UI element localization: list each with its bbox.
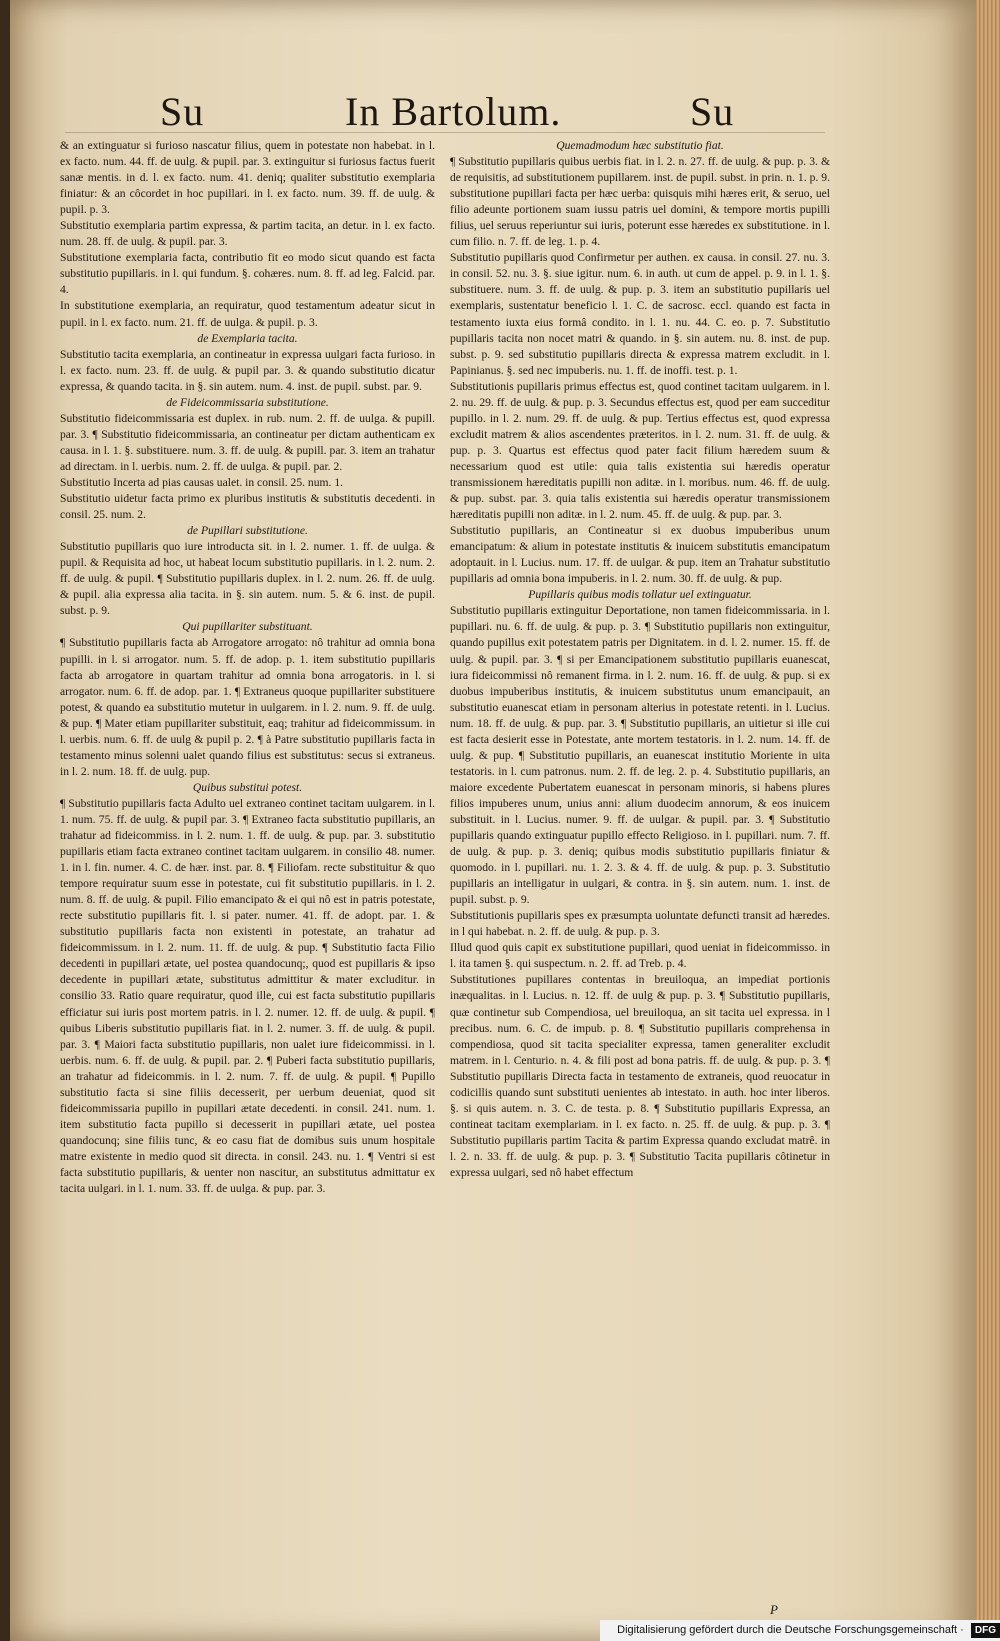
- paragraph: & an extinguatur si furioso nascatur filius, quem in potestate non habebat. in l. ex facto. num. 44. ff. de uulg. & pupil. par. 3. extinguitur si furiosus factus fuerit sanæ mentis. in d. l. ex facto. num. 41. deniq; qualiter substitutio exemplaria finiatur: & an côcordet in hoc pupillari. in l. ex facto. num. 39. ff. de uulg. & pupil. p. 3.: [60, 139, 435, 217]
- paragraph: Substitutio pupillaris, an Contineatur si ex duobus impuberibus unum emancipatum: & alium in potestate institutis & inuicem substitutis emancipatum adoptauit. in l. Lucius. num. 17. ff. de uulgar. & pup. item an Trahatur substitutio pupillaris ad omnia bona impuberis. in l. 2. num. 30. ff. de uulg. & pup.: [450, 524, 830, 586]
- book-edge: [976, 0, 1000, 1641]
- running-head-title: In Bartolum.: [345, 89, 562, 134]
- paragraph: de Fideicommissaria substitutione.: [166, 395, 329, 409]
- paragraph: Quemadmodum hæc substitutio fiat.: [556, 139, 724, 152]
- paragraph: Illud quod quis capit ex substitutione pupillari, quod ueniat in fideicommisso. in l. ita tamen §. qui suspectum. n. 2. ff. ad Treb. p. 4.: [450, 941, 830, 971]
- paragraph: Substitutione exemplaria facta, contributio fit eo modo sicut quando est facta substitutio pupillaris. in l. qui fundum. §. cohæres. num. 8. ff. ad leg. Falcid. par. 4.: [60, 251, 435, 297]
- paragraph: Substitutionis pupillaris primus effectus est, quod continet tacitam uulgarem. in l. 2. nu. 29. ff. de uulg. & pup. p. 3. Secundus effectus est, quod per eam succeditur pupillo. in l. 2. num. 29. ff. de uulg. & pup. Tertius effectus est, quod expressa excludit matrem & alios ascendentes præteritos. in l. 2. num. 31. ff. de uulg. & pup. p. 3. Quartus est effectus quod pater facit filium hæredem suum & necessarium quod est utile: quia talis existentia sui hæredis operatur transmissionem hæreditatis pupilli non aditæ. in l. moribus. num. 46. ff. de uulg. & pup. subst. par. 3. quia talis existentia sui hæredis operatur transmissionem hæreditatis pupilli non aditæ. in l. 2. num. 45. ff. de uulg. & pup. par. 3.: [450, 379, 830, 522]
- left-column: [60, 138, 435, 1197]
- paragraph: Substitutio pupillaris quo iure introducta sit. in l. 2. numer. 1. ff. de uulga. & pupil. & Requisita ad hoc, ut habeat locum substitutio pupillaris. in l. 2. num. 2. ff. de uulg. & pupil. ¶ Substitutio pupillaris duplex. in l. 2. num. 26. ff. de uulg. & pupil. alia expressa alia tacita. in §. sin autem. num. 5. & 6. inst. de pupil. subst. p. 9.: [60, 540, 435, 618]
- paragraph: Substitutionis pupillaris spes ex præsumpta uoluntate defuncti transit ad hæredes. in l qui habebat. n. 2. ff. de uulg. & pup. p. 3.: [450, 909, 830, 939]
- dfg-logo: DFG: [971, 1623, 1000, 1638]
- header-divider: [65, 132, 825, 133]
- running-head-right: Su: [690, 89, 735, 134]
- running-head: [160, 88, 820, 134]
- paragraph: de Exemplaria tacita.: [197, 331, 298, 345]
- paragraph: In substitutione exemplaria, an requiratur, quod testamentum adeatur sicut in pupil. in l. ex facto. num. 21. ff. de uulga. & pupil. p. 3.: [60, 299, 435, 329]
- paragraph: ¶ Substitutio pupillaris quibus uerbis fiat. in l. 2. n. 27. ff. de uulg. & pup. p. 3. & de requisitis, ad substitutionem pupillarem. inst. de pupil. subst. in prin. n. 1. p. 9. substitutione pupillari facta per hæc uerba: quisquis mihi hæres erit, & seruo, uel filio adeunte portionem suam iussu patris uel domini, & tempore mortis pupilli filius, uel seruus reperiuntur sui iuris, poterunt esse hæredes ex substitutione. in l. cum filio. n. 7. ff. de leg. 1. p. 4.: [450, 155, 830, 249]
- paragraph: Substitutio fideicommissaria est duplex. in rub. num. 2. ff. de uulga. & pupill. par. 3. ¶ Substitutio fideicommissaria, an contineatur per dictam authenticam ex causa. in l. 1. §. substituere. num. 3. ff. de uulg. & pupill. par. 3. item an trahatur ad directam. in l. uerbis. num. 2. ff. de uulga. & pupil. par. 2.: [60, 411, 435, 473]
- paragraph: Substitutiones pupillares contentas in breuiloqua, an impediat portionis inæqualitas. in l. Lucius. n. 12. ff. de uulg & pup. p. 3. ¶ Substitutio pupillaris, quæ continetur sub Compendiosa, uel breuiloqua, an sit tacita uel expressa. in l precibus. num. 6. C. de impub. p. 8. ¶ Substitutio pupillaris comprehensa in compendiosa, quod sit tacita specialiter expressa, tamen generaliter excludit matrem. in l. Centurio. n. 4. & fili post ad bona patris. ff. de uulg. & pup. p. 3. ¶ Substitutio pupillaris Directa facta in testamento de extraneis, quod reuocatur in codicillis quando sunt substituti uenientes ab intestato. in auth. hoc inter liberos. §. si quis autem. n. 3. C. de testa. p. 8. ¶ Substitutio pupillaris Expressa, an contineat tacitam exemplariam. in l. ex facto. n. 25. ff. de uulg. & pup. p. 3. ¶ Substitutio pupillaris partim Tacita & partim Expressa quando excludat matrê. in l. 2. n. 33. ff. de uulg. & pup. p. 3. ¶ Substitutio Tacita pupillaris côtinetur in expressa uulgari, sed nô habet effectum: [450, 973, 830, 1179]
- paragraph: ¶ Substitutio pupillaris facta Adulto uel extraneo continet tacitam uulgarem. in l. 1. num. 75. ff. de uulg. & pupil par. 3. ¶ Extraneo facta substitutio pupillaris, an trahatur ad fideicommiss. in l. 2. num. 1. ff. de uulg. & pup. par. 3. substitutio pupillaris etiam facta extraneo continet tacitam uulgarem. in consilio 48. numer. 1. in l. fin. numer. 4. C. de hær. inst. par. 8. ¶ Filiofam. recte substituitur & quo tempore requiratur suum esse in potestate, cui fit substitutio pupillaris. in l. 2. num. 8. ff. de uulg. & pupil. Filio emancipato & ei qui nô est in patris potestate, recte substitutio pupillaris fit. l. si pater. numer. 41. ff. de adopt. par. 1. & substitutio pupillaris facta non existenti in potestate, an trahatur ad fideicommissum. in l. 2. num. 11. ff. de uulg. & pup. ¶ Substitutio facta Filio decedenti in pupillari ætate, uel postea quandocunq;, quod est pupillaris & ipso decedente in pupillari ætate, substitutus admittitur & mater excluditur. in consilio 33. Ratio quare requiratur, quod ille, cui est facta substitutio pupillaris efficiatur sui iuris post mortem patris. in l. 2. numer. 12. ff. de uulg. & pupil. ¶ quibus Liberis substitutio pupillaris fiat. in l. 2. numer. 3. ff. de uulg. & pupil. par. 3. ¶ Maiori facta substitutio pupillaris, non ualet iure fideicommissi. in l. uerbis. num. 6. ff. de uulg. & pupil. par. 2. ¶ Puberi facta substitutio pupillaris, an trahatur ad fideicommis. in l. 2. num. 7. ff. de uulg. & pupil. ¶ Pupillo substitutio facta si sine filiis decesserit, per uerbum deueniat, quod sit fideicommissaria pupillo in pupillari ætate decedenti. in consil. 241. num. 1. item substitutio facta pupillo si decesserit in pupillari ætate, uel postea quandocunq; sine filiis tunc, & eo casu fiat de domibus suis unum hospitale matre existente in medio quod sit directa. in consil. 243. nu. 1. ¶ Ventri si est facta substitutio pupillaris, & uenter non nascitur, an substitutus admittatur ex tacita uulgari. in l. 1. num. 33. ff. de uulga. & pup. par. 3.: [60, 796, 435, 1196]
- paragraph: Substitutio pupillaris extinguitur Deportatione, non tamen fideicommissaria. in l. pupillari. nu. 6. ff. de uulg. & pup. p. 3. ¶ Substitutio pupillaris non extinguitur, quando pupillus exit potestatem patris per Dignitatem. in d. l. 2. numer. 15. ff. de uulg. & pupil. par. 3. ¶ si per Emancipationem substitutio pupillaris euanescat, iura fideicommissi nô remanent firma. in l. 2. num. 16. ff. de uulg. & pup. si ex duobus impuberibus institutis, & inuicem substitutus unum emancipauit, an substitutio euanescat etiam in personam alterius in potestate retenti. in l. Lucius. num. 18. ff. de uulg. & pup. par. 3. ¶ Substitutio pupillaris, an uitietur si ille cui est facta desierit esse in Potestate, ante mortem testatoris. in l. 2. num. 14. ff. de uulg. & pup. ¶ Substitutio pupillaris, an euanescat institutio Moriente in uita testatoris. in l. cum patronus. num. 2. ff. de leg. 2. p. 4. Substitutio pupillaris, an maiore excedente Pubertatem euanescat in personam minoris, si habens plures filios impuberes unum, unius anni: alium duodecim annorum, & eos inuicem substituit. in l. Lucius. numer. 9. ff. de uulgar. & pupil. par. 3. ¶ Substitutio pupillaris quando extinguatur pupillo effecto Religioso. in l. pupillari. num. 7. ff. de uulg. & pup. p. 3. deniq; quibus modis substitutio pupillaris finiatur & quomodo. in l. pupillari. nu. 1. 2. 3. & 4. ff. de uulg. & pup. p. 3. Substitutio pupillaris an intelligatur in uulgari, & contra. in §. sin autem. num. 1. inst. de pupil. subst. p. 9.: [450, 604, 830, 907]
- paragraph: de Pupillari substitutione.: [187, 524, 308, 538]
- catchword: P: [770, 1602, 778, 1617]
- paragraph: Substitutio exemplaria partim expressa, & partim tacita, an detur. in l. ex facto. num. 28. ff. de uulg. & pupil. par. 3.: [60, 219, 435, 249]
- paragraph: Substitutio uidetur facta primo ex pluribus institutis & substitutis decedenti. in consil. 25. num. 2.: [60, 492, 435, 522]
- paragraph: Substitutio Incerta ad pias causas ualet. in consil. 25. num. 1.: [60, 475, 344, 489]
- paragraph: Pupillaris quibus modis tollatur uel extinguatur.: [528, 588, 752, 602]
- book-page: [10, 0, 976, 1641]
- paragraph: Quibus substitui potest.: [192, 780, 303, 794]
- paragraph: Substitutio pupillaris quod Confirmetur per authen. ex causa. in consil. 27. nu. 3. in consil. 52. nu. 3. §. siue igitur. num. 6. in auth. ut cum de appel. p. 9. in l. 1. §. substituere. num. 3. ff. de uulg. & pup. p. 3. item an substitutio pupillaris uel exemplaris, sustentatur beneficio l. 1. C. de sacrosc. eccl. quando est facta in testamento iuxta eius formâ condito. in l. 1. nu. 44. C. eo. p. 7. Substitutio pupillaris tacita non nocet matri & quando. in §. sin autem. nu. 8. inst. de pup. subst. p. 9. sed substitutio pupillaris directa & expressa matrem excludit. in l. Papinianus. §. sed nec impuberis. nu. 1. ff. de inoffi. test. p. 1.: [450, 251, 830, 377]
- digitization-footer: [600, 1620, 1000, 1641]
- running-head-left: Su: [160, 89, 205, 134]
- paragraph: Substitutio tacita exemplaria, an contineatur in expressa uulgari facta furioso. in l. ex facto. num. 23. ff. de uulg. & pupil par. 3. & quando substitutio dicatur expressa, & quando tacita. in §. sin autem. num. 4. inst. de pupil. subst. par. 9.: [60, 347, 435, 393]
- footer-text: Digitalisierung gefördert durch die Deutsche Forschungsgemeinschaft ·: [617, 1624, 964, 1636]
- right-column: [450, 138, 830, 1181]
- paragraph: ¶ Substitutio pupillaris facta ab Arrogatore arrogato: nô trahitur ad omnia bona pupilli. in l. si arrogator. num. 5. ff. de adop. p. 1. item substitutio pupillaris facta ab arrogatore in quartam trahitur ad omnia bona arrogatoris. in l. si arrogator. num. 6. ff. de adop. par. 1. ¶ Extraneus quoque pupillariter substituere potest, & quando ea substitutio mutetur in uulgarem. in l. 2. num. 9. ff. de uulg. & pup. ¶ Mater etiam pupillariter substituit, eaq; trahitur ad fideicommissum. in l. uerbis. num. 6. ff. de uulg & pupil p. 2. ¶ à Patre substitutio pupillaris facta in testamento minus solenni ualet quando filius est substitutus: secus si extraneus. in l. 2. num. 18. ff. de uulg. pup.: [60, 636, 435, 778]
- paragraph: Qui pupillariter substituant.: [182, 620, 313, 634]
